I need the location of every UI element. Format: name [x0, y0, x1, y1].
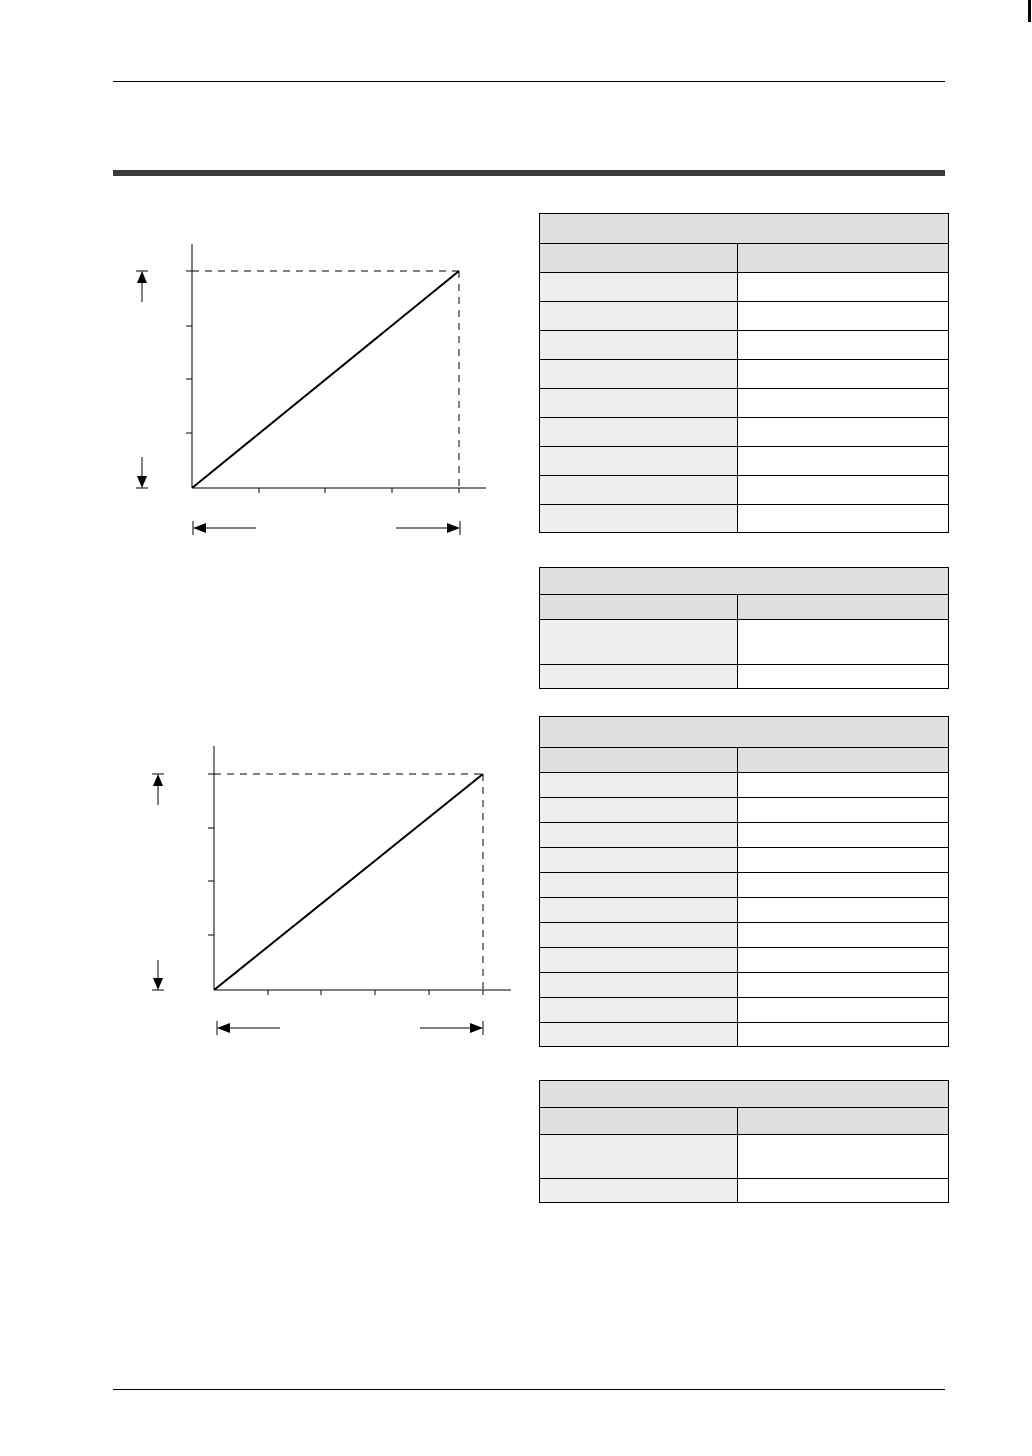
row-value — [738, 823, 949, 848]
row-key — [540, 873, 738, 898]
row-value — [738, 998, 949, 1023]
row-key — [540, 302, 738, 331]
row-value — [738, 665, 949, 689]
row-key — [540, 620, 738, 665]
row-key — [540, 973, 738, 998]
row-key — [540, 505, 738, 533]
table-row — [540, 973, 949, 998]
table-row — [540, 620, 949, 665]
row-key — [540, 798, 738, 823]
arrow-right-icon — [470, 1023, 483, 1033]
column-header — [540, 748, 738, 773]
linear-characteristic-graph-1 — [128, 238, 498, 540]
spec-table-3 — [539, 716, 949, 1047]
row-value — [738, 447, 949, 476]
row-value — [738, 948, 949, 973]
row-key — [540, 389, 738, 418]
arrow-up-icon — [137, 271, 147, 283]
table-row — [540, 873, 949, 898]
spec-table-2 — [539, 567, 949, 689]
table-row — [540, 798, 949, 823]
table-row — [540, 923, 949, 948]
row-key — [540, 1135, 738, 1179]
page-edge-mark — [1028, 0, 1031, 22]
row-key — [540, 447, 738, 476]
table-row — [540, 773, 949, 798]
column-header — [738, 1108, 949, 1135]
row-value — [738, 973, 949, 998]
arrow-left-icon — [193, 523, 206, 533]
row-key — [540, 1179, 738, 1203]
table-row — [540, 331, 949, 360]
table-row — [540, 360, 949, 389]
row-value — [738, 302, 949, 331]
table-row — [540, 418, 949, 447]
table-row — [540, 476, 949, 505]
row-value — [738, 848, 949, 873]
linear-characteristic-graph-2 — [144, 740, 516, 1042]
row-value — [738, 389, 949, 418]
row-key — [540, 1023, 738, 1047]
table-row — [540, 823, 949, 848]
row-key — [540, 665, 738, 689]
table-row — [540, 998, 949, 1023]
arrow-down-icon — [137, 476, 147, 488]
column-header — [540, 244, 738, 273]
section-heading-bar — [113, 170, 945, 176]
table-row — [540, 273, 949, 302]
table-title — [540, 1081, 949, 1108]
spec-table-4 — [539, 1080, 949, 1203]
row-key — [540, 848, 738, 873]
row-value — [738, 1023, 949, 1047]
row-value — [738, 798, 949, 823]
column-header — [540, 595, 738, 620]
table-row — [540, 948, 949, 973]
row-value — [738, 898, 949, 923]
row-key — [540, 923, 738, 948]
row-value — [738, 923, 949, 948]
arrow-left-icon — [217, 1023, 230, 1033]
column-header — [738, 748, 949, 773]
row-key — [540, 898, 738, 923]
row-key — [540, 273, 738, 302]
table-row — [540, 505, 949, 533]
row-key — [540, 360, 738, 389]
row-key — [540, 418, 738, 447]
table-row — [540, 1023, 949, 1047]
row-value — [738, 773, 949, 798]
row-value — [738, 620, 949, 665]
header-rule — [113, 81, 945, 82]
table-title — [540, 214, 949, 244]
row-value — [738, 273, 949, 302]
row-key — [540, 331, 738, 360]
footer-rule — [113, 1389, 945, 1390]
row-value — [738, 505, 949, 533]
row-value — [738, 1135, 949, 1179]
row-value — [738, 331, 949, 360]
row-key — [540, 948, 738, 973]
table-row — [540, 389, 949, 418]
table-title — [540, 717, 949, 748]
row-value — [738, 360, 949, 389]
row-value — [738, 873, 949, 898]
spec-table-1 — [539, 213, 949, 533]
arrow-down-icon — [153, 978, 163, 990]
row-value — [738, 418, 949, 447]
arrow-up-icon — [153, 774, 163, 786]
table-row — [540, 898, 949, 923]
row-key — [540, 476, 738, 505]
table-row — [540, 1135, 949, 1179]
table-row — [540, 302, 949, 331]
row-key — [540, 823, 738, 848]
table-row — [540, 665, 949, 689]
column-header — [738, 244, 949, 273]
arrow-right-icon — [447, 523, 460, 533]
table-title — [540, 568, 949, 595]
row-value — [738, 476, 949, 505]
row-key — [540, 773, 738, 798]
row-value — [738, 1179, 949, 1203]
column-header — [540, 1108, 738, 1135]
table-row — [540, 848, 949, 873]
characteristic-line — [192, 271, 459, 488]
column-header — [738, 595, 949, 620]
row-key — [540, 998, 738, 1023]
characteristic-line — [214, 774, 483, 990]
table-row — [540, 1179, 949, 1203]
table-row — [540, 447, 949, 476]
